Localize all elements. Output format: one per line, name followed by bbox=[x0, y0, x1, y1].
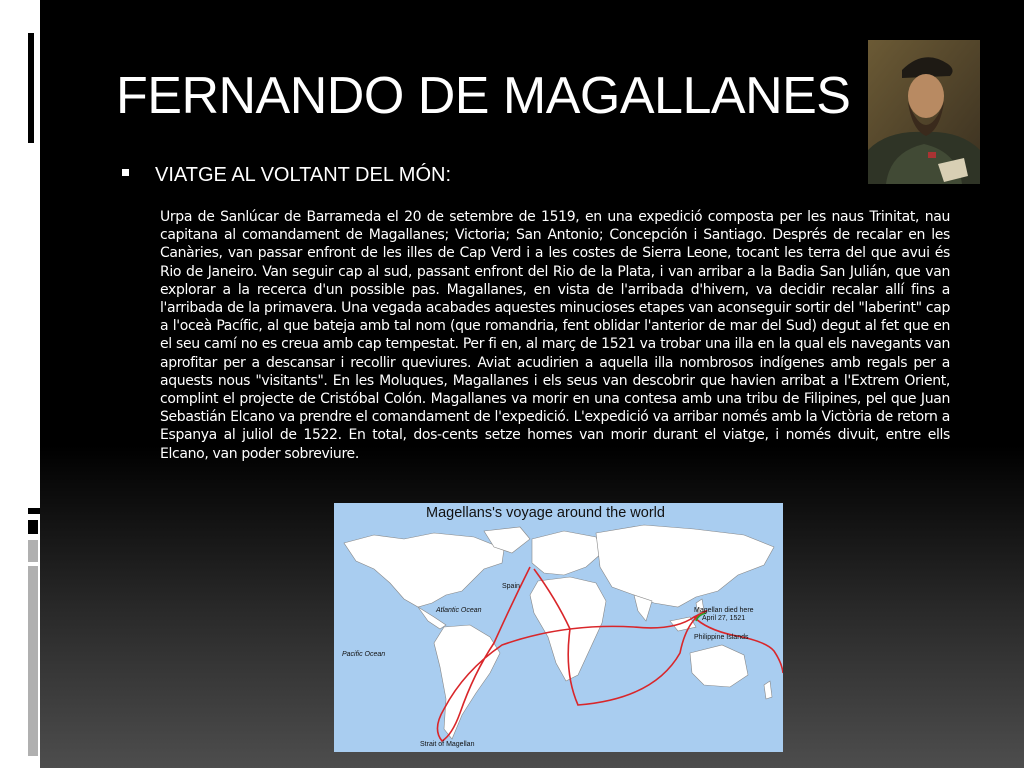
map-label-pacific: Pacific Ocean bbox=[342, 651, 386, 658]
decor-bar-1 bbox=[28, 33, 34, 143]
decor-bar-2 bbox=[28, 508, 40, 514]
bullet-square-icon bbox=[122, 169, 129, 176]
body-paragraph: Urpa de Sanlúcar de Barrameda el 20 de setembre de 1519, en una expedició composta per les naus Trinitat, nau capitana al comandament de Magallanes; Victoria; San Antonio; Concepción i Santiago. Després de recalar en les Canàries, van passar enfront de les illes de Cap Verd i a les costes de Sierra Leone, tocant les terra del que avui és Rio de Janeiro. Van seguir cap al sud, passant enfront del Rio de la Plata, i van arribar a la Badia San Julián, que van explorar a la recerca d'un possible pas. Magallanes, en vista de l'arribada d'hivern, va decidir recalar allí fins a l'arribada de la primavera. Una vegada acabades aquestes minucioses etapes van aconseguir sortir del "laberint" cap a l'oceà Pacífic, al que bateja amb tal nom (que romandria, fent oblidar l'anterior de mar del Sud) degut al fet que en el seu camí no es creua amb cap tempestat. Per fi en, al març de 1521 va trobar una illa en la qual els navegants van aprofitar per a descansar i recollir queviures. Aviat acudirien a aquella illa nombrosos indígenes amb regals per a aquests nous "visitants". En les Moluques, Magallanes i els seus van descobrir que havien arribat a l'Extrem Orient, complint el projecte de Cristóbal Colón. Magallanes va morir en una contesa amb una tribu de Filipines, pel que Juan Sebastián Elcano va prendre el comandament de l'expedició. L'expedició va arribar només amb la Victòria de retorn a Espanya al juliol de 1522. En total, dos-cents setze homes van morir durant el viatge, i només divuit, entre ells Elcano, van poder sobreviure. bbox=[160, 209, 950, 462]
map-label-died-1: Magellan died here bbox=[694, 607, 754, 614]
decor-bar-3 bbox=[28, 520, 38, 534]
bullet-heading bbox=[122, 164, 451, 187]
voyage-map bbox=[334, 503, 783, 752]
map-label-atlantic: Atlantic Ocean bbox=[436, 607, 482, 614]
map-label-strait: Strait of Magellan bbox=[420, 741, 475, 748]
map-label-spain: Spain bbox=[502, 583, 520, 590]
map-label-philippines: Philippine Islands bbox=[694, 634, 749, 641]
map-label-died-2: April 27, 1521 bbox=[702, 615, 746, 622]
decor-bar-5 bbox=[28, 566, 38, 756]
map-title: Magellans's voyage around the world bbox=[426, 505, 665, 521]
magellan-portrait bbox=[868, 40, 980, 184]
decor-bar-4 bbox=[28, 540, 38, 562]
slide-title: FERNANDO DE MAGALLANES bbox=[116, 67, 851, 125]
bullet-heading-text: VIATGE AL VOLTANT DEL MÓN: bbox=[155, 164, 451, 186]
